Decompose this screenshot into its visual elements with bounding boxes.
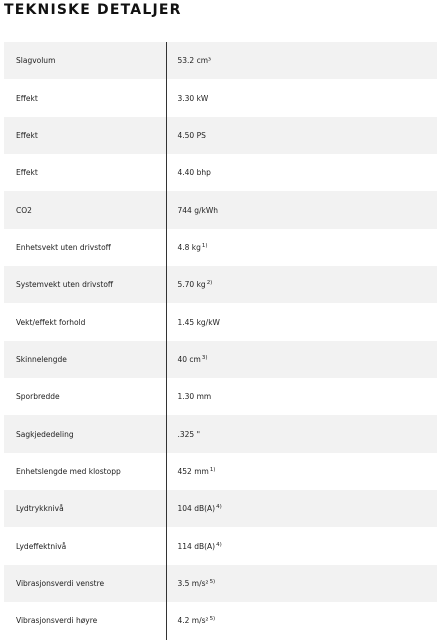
spec-label: Enhetsvekt uten drivstoff [16, 242, 111, 252]
spec-label: Sagkjededeling [16, 429, 74, 439]
spec-label: Vibrasjonsverdi venstre [16, 578, 105, 588]
spec-row [4, 527, 437, 564]
spec-value-cell [166, 490, 437, 527]
spec-label: Effekt [16, 93, 38, 103]
spec-value: 40 cm [177, 354, 201, 364]
spec-row [4, 79, 437, 116]
footnote-ref: 1) [209, 466, 216, 473]
spec-row [4, 154, 437, 191]
spec-label: Skinnelengde [16, 354, 67, 364]
spec-value: 4.2 m/s² [177, 616, 209, 626]
spec-row [4, 602, 437, 639]
spec-label: Effekt [16, 130, 38, 140]
spec-value-cell [166, 415, 437, 452]
spec-label: CO2 [16, 205, 32, 215]
footnote-ref: 5) [209, 616, 216, 623]
spec-row [4, 453, 437, 490]
footnote-ref: 2) [206, 280, 213, 287]
spec-value-cell [166, 453, 437, 490]
spec-table [4, 42, 437, 640]
spec-label: Enhetslengde med klostopp [16, 466, 121, 476]
spec-value-cell [166, 191, 437, 228]
spec-value-cell [166, 602, 437, 639]
spec-row [4, 303, 437, 340]
spec-value-cell [166, 42, 437, 79]
spec-value-cell [166, 341, 437, 378]
spec-value: 1.45 kg/kW [177, 317, 220, 327]
spec-row [4, 415, 437, 452]
spec-row [4, 191, 437, 228]
footnote-ref: 3) [201, 354, 208, 361]
spec-value-cell [166, 378, 437, 415]
spec-value: 3.30 kW [177, 93, 209, 103]
spec-value: 452 mm [177, 466, 209, 476]
spec-label: Slagvolum [16, 56, 56, 66]
spec-value: 114 dB(A) [177, 541, 216, 551]
spec-value: 104 dB(A) [177, 504, 216, 514]
spec-label: Vibrasjonsverdi høyre [16, 616, 98, 626]
footnote-ref: 1) [201, 242, 208, 249]
footnote-ref: 4) [216, 541, 222, 548]
spec-row [4, 490, 437, 527]
spec-row [4, 565, 437, 602]
spec-label: Effekt [16, 168, 38, 178]
spec-row [4, 378, 437, 415]
spec-label: Sporbredde [16, 392, 60, 402]
spec-row [4, 229, 437, 266]
spec-row [4, 117, 437, 154]
spec-value-cell [166, 565, 437, 602]
page-title: TEKNISKE DETALJER [4, 2, 182, 18]
spec-row [4, 266, 437, 303]
spec-label: Lydtrykknivå [16, 504, 64, 514]
spec-value: 4.8 kg [177, 242, 201, 252]
spec-value-cell [166, 266, 437, 303]
spec-value-cell [166, 117, 437, 154]
spec-value: 4.50 PS [177, 130, 206, 140]
spec-value: 53.2 cm³ [177, 56, 212, 66]
spec-value: 1.30 mm [177, 392, 212, 402]
spec-label: Lydeffektnivå [16, 541, 67, 551]
spec-row [4, 42, 437, 79]
spec-value: 4.40 bhp [177, 168, 211, 178]
spec-value-cell [166, 303, 437, 340]
spec-row [4, 341, 437, 378]
spec-value: 3.5 m/s² [177, 578, 209, 588]
footnote-ref: 4) [216, 504, 222, 511]
spec-value: 744 g/kWh [177, 205, 218, 215]
spec-value: .325 " [177, 429, 201, 439]
spec-value-cell [166, 79, 437, 116]
spec-label: Systemvekt uten drivstoff [16, 280, 114, 290]
spec-value: 5.70 kg [177, 280, 206, 290]
spec-value-cell [166, 229, 437, 266]
spec-value-cell [166, 154, 437, 191]
footnote-ref: 5) [209, 578, 216, 585]
spec-value-cell [166, 527, 437, 564]
spec-label: Vekt/effekt forhold [16, 317, 86, 327]
